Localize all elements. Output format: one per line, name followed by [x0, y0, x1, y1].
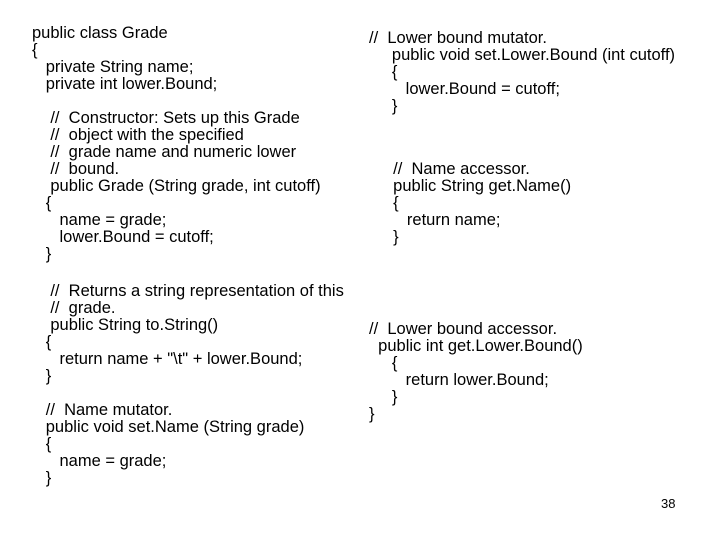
- code-line: public int get.Lower.Bound(): [369, 337, 583, 355]
- code-line: return name + "\t" + lower.Bound;: [32, 350, 303, 368]
- to-string-block: [32, 283, 344, 385]
- code-line: name = grade;: [32, 211, 167, 229]
- code-line: }: [32, 367, 52, 385]
- code-line: public String to.String(): [32, 316, 219, 334]
- code-line: public class Grade: [32, 24, 168, 42]
- code-line: name = grade;: [32, 452, 167, 470]
- code-line: lower.Bound = cutoff;: [32, 228, 214, 246]
- code-line: {: [369, 63, 398, 81]
- code-line: {: [32, 435, 52, 453]
- code-line: // Name accessor.: [384, 160, 530, 178]
- code-line: private String name;: [32, 58, 194, 76]
- code-line: {: [32, 41, 38, 59]
- code-line: public void set.Name (String grade): [32, 418, 305, 436]
- code-line: // Name mutator.: [32, 401, 173, 419]
- code-line: // grade name and numeric lower: [32, 143, 297, 161]
- code-line: lower.Bound = cutoff;: [369, 80, 560, 98]
- code-line: }: [32, 469, 52, 487]
- constructor-block: [32, 110, 321, 263]
- name-mutator-block: [32, 402, 304, 487]
- code-line: // object with the specified: [32, 126, 244, 144]
- code-line: {: [32, 333, 52, 351]
- code-line: return lower.Bound;: [369, 371, 549, 389]
- code-line: // Lower bound mutator.: [369, 29, 547, 47]
- code-line: public Grade (String grade, int cutoff): [32, 177, 321, 195]
- code-line: // Lower bound accessor.: [369, 320, 558, 338]
- page-number: 38: [661, 496, 676, 511]
- code-line: }: [369, 405, 375, 423]
- code-line: {: [369, 354, 398, 372]
- lower-bound-accessor-block: [369, 321, 583, 423]
- code-line: {: [32, 194, 52, 212]
- code-line: }: [384, 228, 399, 246]
- code-line: // Constructor: Sets up this Grade: [32, 109, 300, 127]
- class-header-block: [32, 25, 217, 93]
- code-line: public void set.Lower.Bound (int cutoff): [369, 46, 676, 64]
- code-line: }: [369, 97, 398, 115]
- code-line: // bound.: [32, 160, 120, 178]
- lower-bound-mutator-block: [369, 30, 675, 115]
- code-line: // Returns a string representation of this: [32, 282, 344, 300]
- code-line: }: [369, 388, 398, 406]
- name-accessor-block: [384, 161, 571, 246]
- code-line: private int lower.Bound;: [32, 75, 218, 93]
- code-line: public String get.Name(): [384, 177, 572, 195]
- code-line: {: [384, 194, 399, 212]
- code-line: // grade.: [32, 299, 116, 317]
- code-line: }: [32, 245, 52, 263]
- code-line: return name;: [384, 211, 501, 229]
